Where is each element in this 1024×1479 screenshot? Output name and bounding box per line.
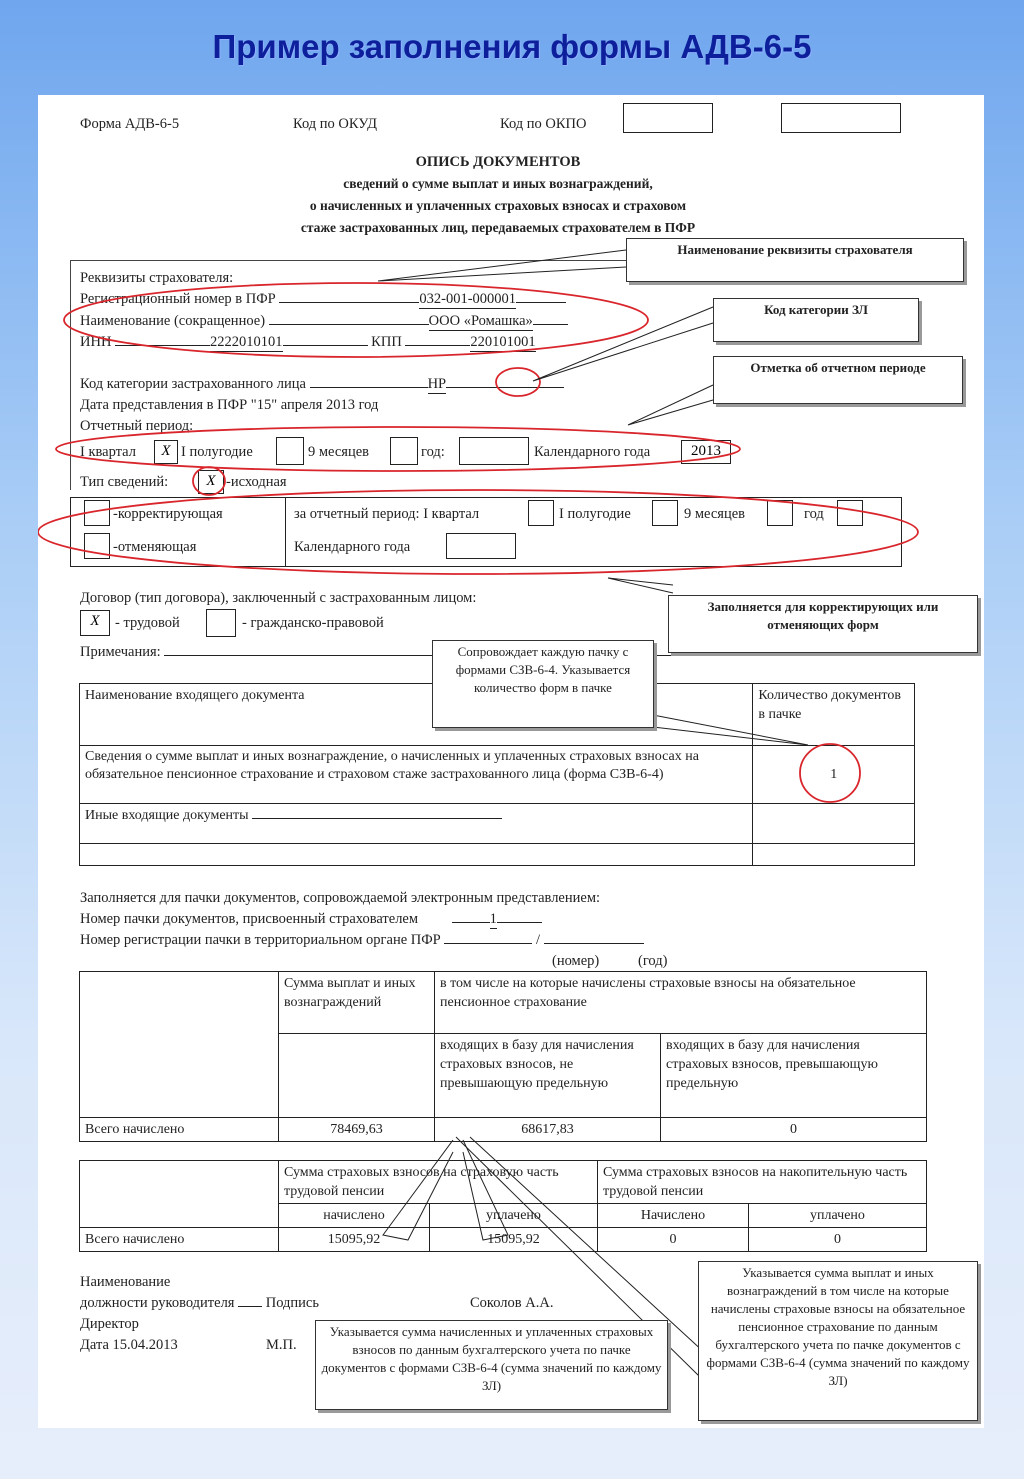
annotation-overlay — [38, 95, 984, 1428]
reg-number-value[interactable]: 032-001-000001 — [419, 291, 517, 307]
form-name: Форма АДВ-6-5 — [80, 116, 180, 132]
contrib-ins-header: Сумма страховых взносов на страховую часть трудовой пенсии — [279, 1161, 598, 1204]
docs-header-count: Количество документов в пачке — [753, 684, 915, 746]
callout-count: Сопровождает каждую пачку с формами СЗВ-6-4. Указывается количество форм в пачке — [432, 640, 654, 728]
callout-contributions: Указывается сумма начисленных и уплаченных страховых взносов по данным бухгалтерского учета по пачке документов с формами СЗВ-6-4 (сумма значений по каждому ЗЛ) — [315, 1320, 668, 1410]
pointer-contrib-1 — [383, 1140, 453, 1240]
reg-year-caption: (год) — [638, 953, 668, 969]
callout-period: Отметка об отчетном периоде — [713, 356, 963, 404]
sum-header: Сумма выплат и иных вознаграждений — [279, 972, 435, 1034]
slide-title: Пример заполнения формы АДВ-6-5 — [212, 28, 812, 65]
pointer-contrib-2 — [463, 1140, 508, 1240]
contrib-paid-header: уплачено — [430, 1204, 598, 1228]
info-type-value: -исходная — [226, 474, 287, 490]
contrib-accrued-value[interactable]: 15095,92 — [279, 1228, 430, 1252]
sum-in-base-header: входящих в базу для начисления страховых взносов, не превышающую предельную — [435, 1034, 661, 1118]
period-year-label: год: — [421, 444, 445, 460]
sign-date: Дата 15.04.2013 — [80, 1337, 178, 1353]
insurer-heading: Реквизиты страхователя: — [80, 270, 234, 286]
period-cal-year[interactable]: 2013 — [681, 440, 731, 464]
ellipse-correction — [38, 490, 918, 574]
callout-insurer: Наименование реквизиты страхователя — [626, 238, 964, 282]
corr-label: -корректирующая — [113, 506, 223, 522]
category-row: Код категории застрахованного лица НР — [80, 375, 564, 394]
ellipse-insurer — [64, 283, 648, 357]
notes-row: Примечания: — [80, 643, 704, 661]
contrib-paid2-header: уплачено — [749, 1204, 927, 1228]
callout-correction: Заполняется для корректирующих или отменяющих форм — [668, 595, 978, 653]
reg-number-caption: (номер) — [552, 953, 600, 969]
contract-labor-checkbox[interactable]: X — [80, 610, 110, 636]
pointer-period — [628, 385, 713, 425]
contrib-accrued2-header: Начислено — [598, 1204, 749, 1228]
doc-title-1: ОПИСЬ ДОКУМЕНТОВ — [415, 154, 581, 170]
submission-date: Дата представления в ПФР "15" апреля 2013 год — [80, 397, 379, 413]
kpp-value[interactable]: 220101001 — [470, 334, 536, 350]
ellipse-count — [800, 744, 860, 802]
docs-row-1-count[interactable]: 1 — [753, 746, 915, 804]
ellipse-category — [496, 368, 540, 396]
pointer-category — [533, 307, 713, 381]
doc-title-4: стаже застрахованных лиц, передаваемых страхователем в ПФР — [300, 220, 696, 235]
sig-label-2: должности руководителя Подпись — [80, 1295, 319, 1311]
sum-over-base-value[interactable]: 0 — [661, 1118, 927, 1142]
corr-9m-label: 9 месяцев — [684, 506, 745, 522]
callout-category: Код категории ЗЛ — [713, 298, 919, 342]
contrib-row-label: Всего начислено — [80, 1228, 279, 1252]
corr-h1-label: I полугодие — [559, 506, 631, 522]
period-q1-label: I квартал — [80, 444, 136, 460]
pointer-insurer — [378, 250, 626, 281]
insurer-name-row: Наименование (сокращенное) ООО «Ромашка» — [80, 312, 568, 331]
docs-header-name: Наименование входящего документа — [80, 684, 753, 746]
doc-title-3: о начисленных и уплаченных страховых взносах и страховом — [309, 198, 687, 213]
pack-number-value[interactable]: 1 — [489, 911, 497, 927]
director-position: Директор — [80, 1316, 139, 1332]
contrib-paid-value[interactable]: 15095,92 — [430, 1228, 598, 1252]
period-9m-label: 9 месяцев — [308, 444, 369, 460]
cancel-label: -отменяющая — [113, 539, 197, 555]
reg-number-row: Регистрационный номер в ПФР 032-001-000001 — [80, 290, 566, 309]
info-type-checkbox[interactable]: X — [198, 470, 224, 494]
docs-row-1-name: Сведения о сумме выплат и иных вознаграждение, о начисленных и уплаченных страховых взносах на обязательное пенсионное страхование и страховом стаже застрахованного лица (форма СЗВ-6-4) — [80, 746, 753, 804]
okpo-label: Код по ОКПО — [500, 116, 587, 132]
pointer-count — [653, 715, 808, 745]
callout-sum: Указывается сумма выплат и иных вознаграждений в том числе на которые начислены страховые взносы на обязательное пенсионное страхование по данным бухгалтерского учета по пачке документов с формами СЗВ-6-4 (сумма значений по каждому ЗЛ) — [698, 1261, 978, 1421]
period-cal-label: Календарного года — [534, 444, 651, 460]
pointer-correction — [608, 578, 673, 593]
contract-labor-label: - трудовой — [115, 615, 180, 631]
sum-over-base-header: входящих в базу для начисления страховых взносов, превышающую предельную — [661, 1034, 927, 1118]
contrib-accrued2-value[interactable]: 0 — [598, 1228, 749, 1252]
corr-period-label: за отчетный период: I квартал — [294, 506, 480, 522]
form-document — [38, 95, 984, 1428]
electronic-line-3: Номер регистрации пачки в территориальном органе ПФР / — [80, 931, 644, 949]
inn-kpp-row: ИНН 2222010101 КПП 220101001 — [80, 334, 536, 350]
sum-row-label: Всего начислено — [80, 1118, 279, 1142]
stamp-place: М.П. — [266, 1337, 297, 1353]
period-label: Отчетный период: — [80, 418, 194, 434]
director-name: Соколов А.А. — [470, 1295, 554, 1311]
doc-title-2: сведений о сумме выплат и иных вознаграждений, — [343, 176, 653, 191]
contract-civil-label: - гражданско-правовой — [242, 615, 384, 631]
period-h1-label: I полугодие — [181, 444, 253, 460]
insurer-name-value[interactable]: ООО «Ромашка» — [428, 313, 533, 329]
period-q1-checkbox[interactable]: X — [154, 440, 178, 464]
sum-total-value[interactable]: 78469,63 — [279, 1118, 435, 1142]
inn-value[interactable]: 2222010101 — [210, 334, 283, 350]
contrib-accrued-header: начислено — [279, 1204, 430, 1228]
sum-in-base-value[interactable]: 68617,83 — [435, 1118, 661, 1142]
electronic-line-2: Номер пачки документов, присвоенный страхователем 1 — [80, 910, 542, 929]
ellipse-info-type — [193, 467, 225, 495]
category-value[interactable]: НР — [427, 376, 447, 392]
info-type-label: Тип сведений: — [80, 474, 169, 490]
contract-label: Договор (тип договора), заключенный с застрахованным лицом: — [80, 590, 477, 606]
corr-year-label: год — [804, 506, 824, 522]
electronic-line-1: Заполняется для пачки документов, сопровождаемой электронным представлением: — [80, 890, 601, 906]
sig-label-1: Наименование — [80, 1274, 171, 1290]
ellipse-period — [56, 427, 740, 471]
okud-label: Код по ОКУД — [293, 116, 377, 132]
corr-cal-label: Календарного года — [294, 539, 411, 555]
contrib-paid2-value[interactable]: 0 — [749, 1228, 927, 1252]
contrib-fund-header: Сумма страховых взносов на накопительную часть трудовой пенсии — [598, 1161, 927, 1204]
docs-row-2-name: Иные входящие документы — [80, 804, 753, 844]
sum-incl-header: в том числе на которые начислены страховые взносы на обязательное пенсионное страхование — [435, 972, 927, 1034]
